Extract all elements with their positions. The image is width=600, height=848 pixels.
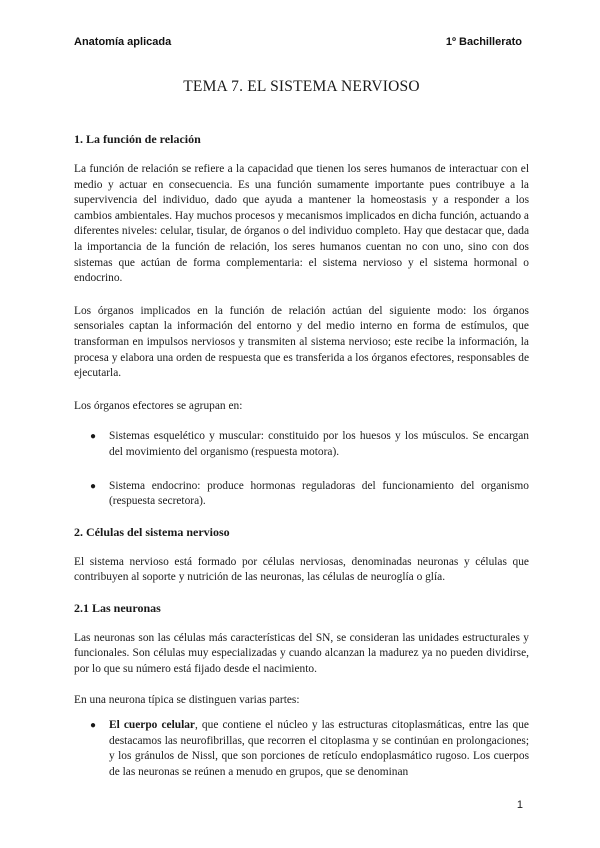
bullet-icon: ● xyxy=(90,720,97,732)
neuron-parts-list xyxy=(74,718,529,780)
header-subject: Anatomía aplicada xyxy=(74,36,172,48)
bullet-icon: ● xyxy=(90,480,97,492)
bullet-term: El cuerpo celular xyxy=(109,719,195,732)
header-course: 1º Bachillerato xyxy=(445,36,522,48)
section-2-1-paragraph-2: En una neurona típica se distinguen varias partes: xyxy=(74,693,300,706)
section-1-paragraph-3: Los órganos efectores se agrupan en: xyxy=(74,399,243,412)
section-1-paragraph-1: La función de relación se refiere a la capacidad que tienen los seres humanos de interactuar con el medio y actuar en consecuencia. Es una función sumamente importante pues contribuye a la supervivencia del individuo, dado que ayuda a mantener la homeostasis y a responder a los cambios ambientales. Hay muchos procesos y mecanismos implicados en dicha función, actuando a diferentes niveles: celular, tisular, de órganos o del individuo completo. Hay que destacar que, dada la importancia de la función de relación, los seres humanos cuentan no con uno, sino con dos sistemas que actúan de forma complementaria: el sistema nervioso y el sistema hormonal o endocrino. xyxy=(74,163,529,285)
effector-organs-list xyxy=(74,429,529,509)
bullet-icon: ● xyxy=(90,431,97,443)
page-number: 1 xyxy=(516,799,523,811)
section-2-paragraph-1: El sistema nervioso está formado por células nerviosas, denominadas neuronas y células que contribuyen al soporte y nutrición de las neuronas, las células de neuroglía o glía. xyxy=(74,555,529,584)
section-2-1-heading: 2.1 Las neuronas xyxy=(74,600,161,615)
list-item xyxy=(74,479,529,510)
section-1-heading: 1. La función de relación xyxy=(74,132,201,146)
list-item xyxy=(74,429,529,460)
list-item-text: , que contiene el núcleo y las estructuras citoplasmáticas, entre las que destacamos las neurofibrillas, que recorren el citoplasma y se continúan en prolongaciones; y los gránulos de Nissl, que son porciones de retículo endoplasmático rugoso. Los cuerpos de las neuronas se reúnen a menudo en grupos, que se denominan xyxy=(109,719,529,779)
section-1-paragraph-2: Los órganos implicados en la función de relación actúan del siguiente modo: los órganos sensoriales captan la información del entorno y del medio interno en forma de estímulos, que transforman en impulsos nerviosos y transmiten al sistema nervioso; este recibe la información, la procesa y elabora una orden de respuesta que es transferida a los órganos efectores, responsables de ejecutarla. xyxy=(74,304,529,380)
page-title: TEMA 7. EL SISTEMA NERVIOSO xyxy=(183,78,420,95)
list-item xyxy=(74,718,529,780)
document-body xyxy=(74,78,529,781)
section-2-1-paragraph-1: Las neuronas son las células más características del SN, se consideran las unidades estructurales y funcionales. Son células muy especializadas y cuando alcanzan la madurez ya no pueden dividirse, por lo que su número está fijado desde el nacimiento. xyxy=(74,631,529,676)
list-item-text: Sistemas esquelético y muscular: constituido por los huesos y los músculos. Se encargan del movimiento del organismo (respuesta motora). xyxy=(109,430,529,458)
page-header xyxy=(74,36,522,48)
section-2-heading: 2. Células del sistema nervioso xyxy=(74,524,230,539)
list-item-text: Sistema endocrino: produce hormonas reguladoras del funcionamiento del organismo (respuesta secretora). xyxy=(109,479,529,508)
